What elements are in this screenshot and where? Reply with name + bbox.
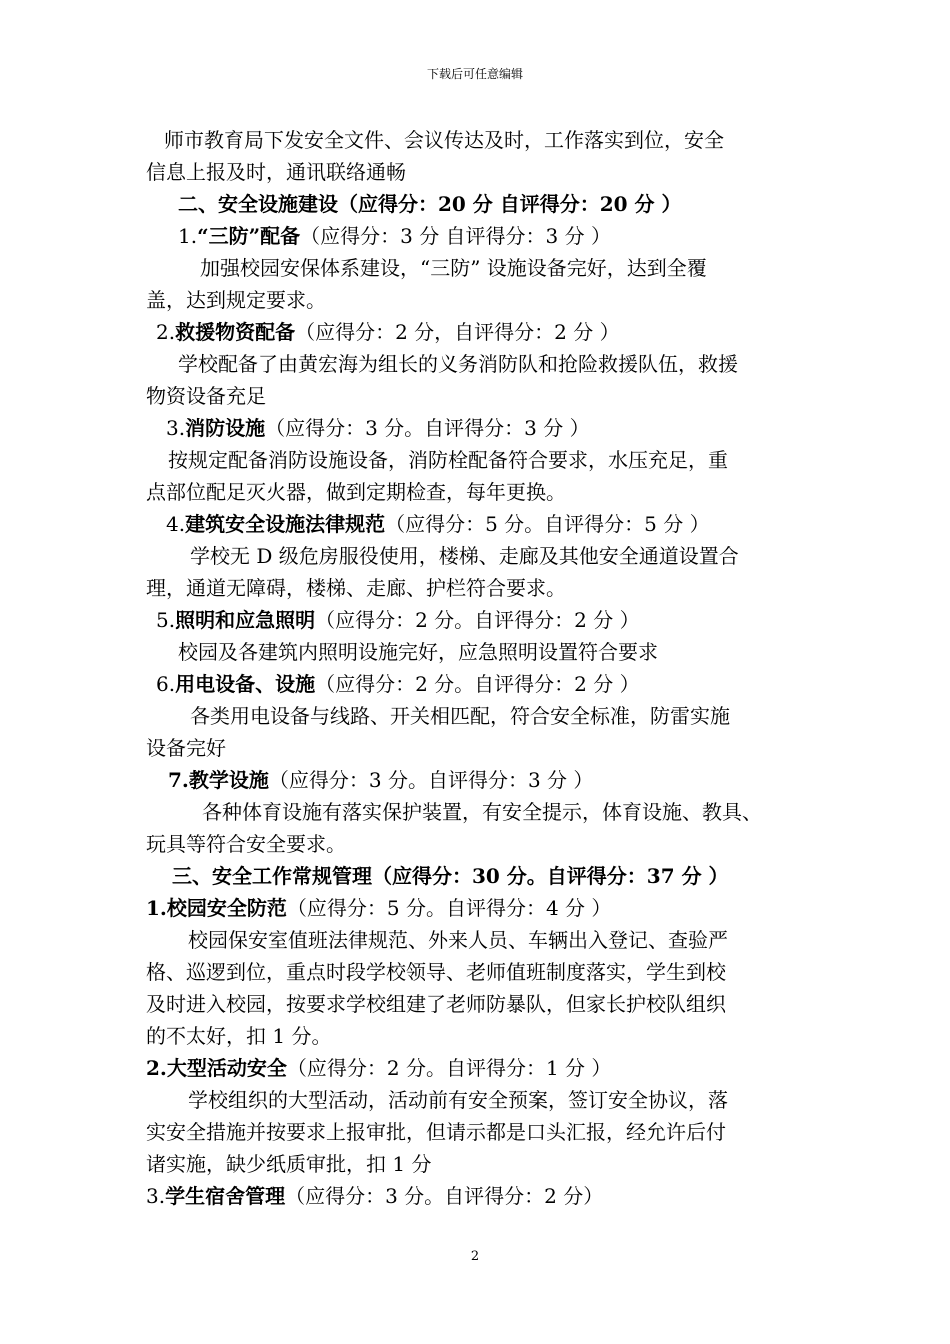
item-title: 用电设备、设施 <box>175 672 316 696</box>
item-title: “三防”配备 <box>197 224 301 248</box>
item-heading <box>146 604 826 636</box>
item-number: 6. <box>156 672 176 696</box>
item-title: 大型活动安全 <box>166 1056 287 1080</box>
item-heading <box>146 668 826 700</box>
paragraph-line: 学校组织的大型活动，活动前有安全预案，签订安全协议，落 <box>188 1088 728 1112</box>
item-heading <box>146 316 826 348</box>
paragraph-line: 玩具等符合安全要求。 <box>146 832 346 856</box>
item-number: 1. <box>178 224 198 248</box>
section-title: 二、安全设施建设（应得分：20 分 自评得分：20 分 ） <box>178 192 682 216</box>
item-number: 2. <box>146 1056 167 1080</box>
paragraph-line: 及时进入校园，按要求学校组建了老师防暴队，但家长护校队组织 <box>146 992 726 1016</box>
item-score: （应得分：3 分。自评得分：3 分 ） <box>268 768 594 792</box>
item-title: 建筑安全设施法律规范 <box>185 512 386 536</box>
item-score: （应得分：5 分。自评得分：5 分 ） <box>385 512 710 536</box>
paragraph-line: 各类用电设备与线路、开关相匹配，符合安全标准，防雷实施 <box>190 704 730 728</box>
item-title: 校园安全防范 <box>166 896 287 920</box>
paragraph-line: 诸实施，缺少纸质审批，扣 1 分 <box>146 1152 432 1176</box>
paragraph-line: 格、巡逻到位，重点时段学校领导、老师值班制度落实，学生到校 <box>146 960 726 984</box>
item-heading <box>146 1052 826 1084</box>
item-title: 学生宿舍管理 <box>165 1184 286 1208</box>
item-score: （应得分：2 分。自评得分：2 分 ） <box>315 672 640 696</box>
item-title: 消防设施 <box>185 416 266 440</box>
paragraph-line: 信息上报及时，通讯联络通畅 <box>146 160 406 184</box>
item-score: （应得分：3 分。自评得分：3 分 ） <box>265 416 590 440</box>
item-number: 3. <box>166 416 186 440</box>
item-heading <box>146 412 826 444</box>
paragraph-line: 盖，达到规定要求。 <box>146 288 326 312</box>
paragraph-line: 理，通道无障碍，楼梯、走廊、护栏符合要求。 <box>146 576 566 600</box>
section-heading <box>146 188 826 220</box>
item-score: （应得分：3 分。自评得分：2 分） <box>285 1184 604 1208</box>
item-score: （应得分：2 分。自评得分：2 分 ） <box>315 608 640 632</box>
item-title: 救援物资配备 <box>175 320 296 344</box>
page-number: 2 <box>470 1249 480 1264</box>
item-heading <box>146 1180 826 1212</box>
item-number: 7. <box>168 768 189 792</box>
section-heading <box>146 860 826 892</box>
document-body <box>146 124 826 1212</box>
paragraph-line: 各种体育设施有落实保护装置，有安全提示，体育设施、教具、 <box>202 800 762 824</box>
paragraph-line: 设备完好 <box>146 736 226 760</box>
item-heading <box>146 220 826 252</box>
item-number: 4. <box>166 512 186 536</box>
paragraph-line: 师市教育局下发安全文件、会议传达及时，工作落实到位，安全 <box>164 128 724 152</box>
item-score: （应得分：3 分 自评得分：3 分 ） <box>300 224 611 248</box>
item-number: 2. <box>156 320 176 344</box>
item-score: （应得分：2 分。自评得分：1 分 ） <box>286 1056 612 1080</box>
paragraph-line: 的不太好，扣 1 分。 <box>146 1024 332 1048</box>
item-heading <box>146 892 826 924</box>
paragraph-line: 实安全措施并按要求上报审批，但请示都是口头汇报，经允许后付 <box>146 1120 726 1144</box>
page-header: 下载后可任意编辑 <box>426 67 523 81</box>
item-score: （应得分：5 分。自评得分：4 分 ） <box>286 896 612 920</box>
paragraph-line: 学校无 D 级危房服役使用，楼梯、走廊及其他安全通道设置合 <box>190 544 739 568</box>
section-title: 三、安全工作常规管理（应得分：30 分。自评得分：37 分 ） <box>172 864 729 888</box>
paragraph-line: 点部位配足灭火器，做到定期检查，每年更换。 <box>146 480 566 504</box>
item-number: 3. <box>146 1184 166 1208</box>
paragraph-line: 物资设备充足 <box>146 384 266 408</box>
item-heading <box>146 508 826 540</box>
paragraph-line: 学校配备了由黄宏海为组长的义务消防队和抢险救援队伍，救援 <box>178 352 738 376</box>
item-title: 教学设施 <box>188 768 269 792</box>
paragraph-line: 校园保安室值班法律规范、外来人员、车辆出入登记、查验严 <box>188 928 728 952</box>
paragraph-line: 按规定配备消防设施设备，消防栓配备符合要求，水压充足，重 <box>168 448 728 472</box>
paragraph-line: 校园及各建筑内照明设施完好，应急照明设置符合要求 <box>178 640 658 664</box>
item-title: 照明和应急照明 <box>175 608 316 632</box>
item-score: （应得分：2 分，自评得分：2 分 ） <box>295 320 620 344</box>
item-number: 5. <box>156 608 176 632</box>
paragraph-line: 加强校园安保体系建设，“三防” 设施设备完好，达到全覆 <box>200 256 707 280</box>
item-heading <box>146 764 826 796</box>
item-number: 1. <box>146 896 167 920</box>
